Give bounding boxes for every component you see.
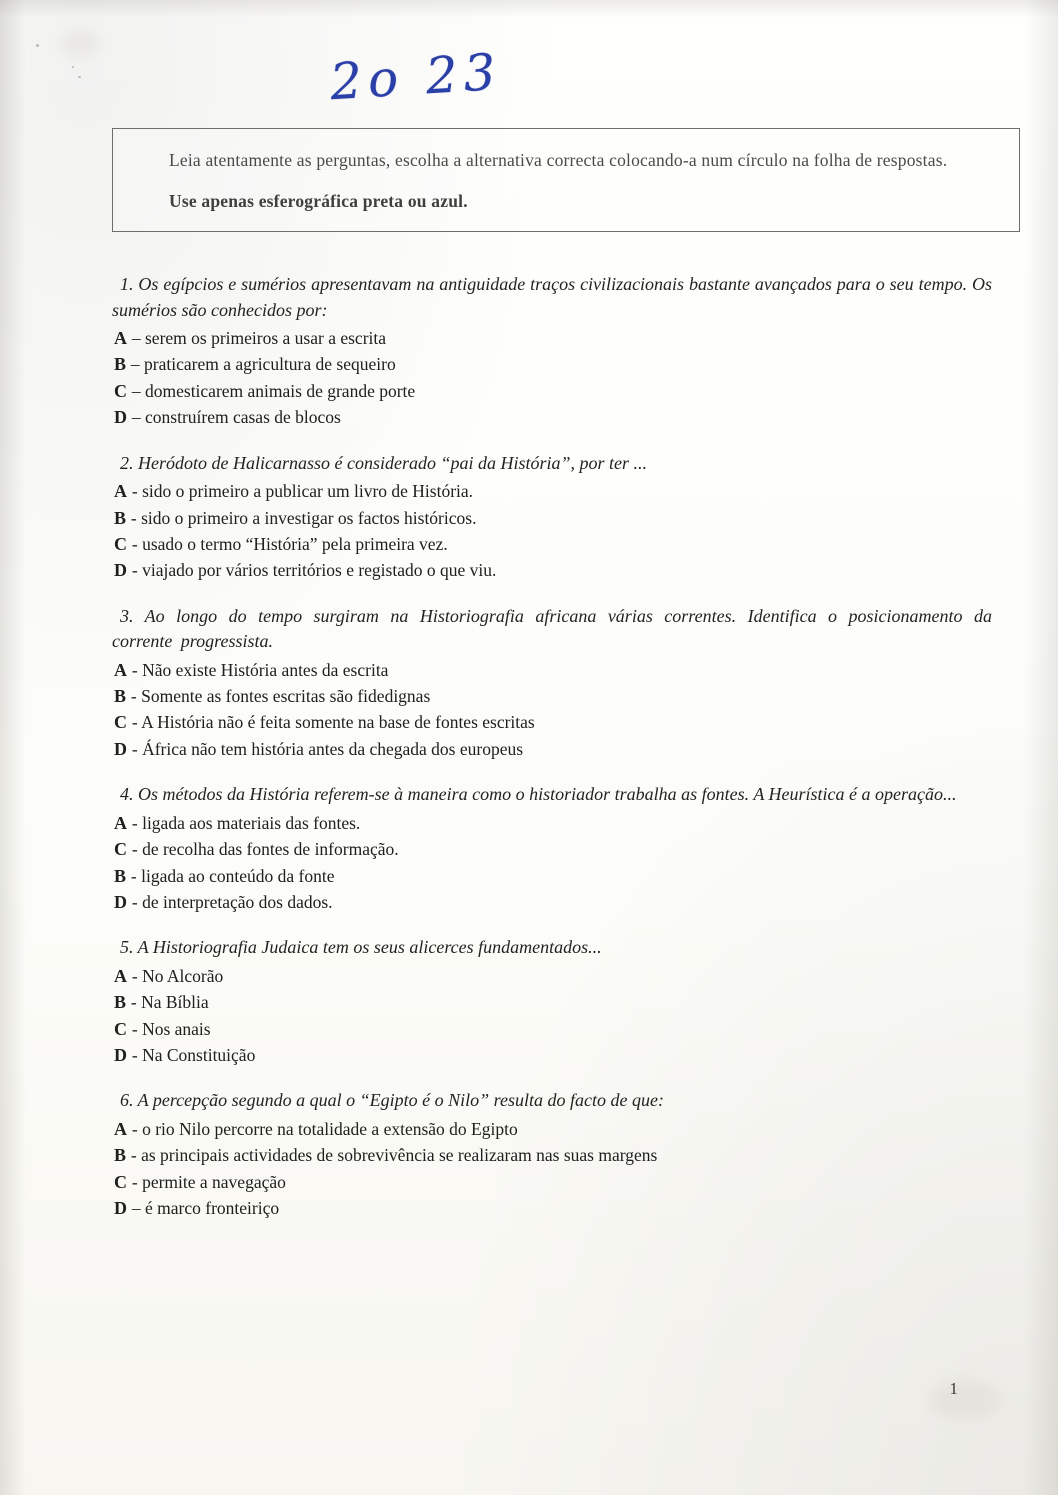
- option-letter: C: [114, 1018, 128, 1039]
- option-text: domesticarem animais de grande porte: [145, 380, 416, 401]
- option-letter: B: [114, 354, 127, 375]
- option-text: permite a navegação: [142, 1171, 286, 1192]
- option-letter: A: [114, 1118, 128, 1139]
- option-letter: B: [114, 686, 127, 707]
- option-separator: –: [131, 407, 141, 428]
- option-letter: B: [114, 865, 127, 886]
- scan-blotch: [930, 1380, 1000, 1420]
- option-letter: B: [114, 507, 127, 528]
- option-letter: C: [114, 533, 128, 554]
- scan-shadow-right: [1024, 0, 1058, 1495]
- option-letter: A: [114, 481, 128, 502]
- option-row[interactable]: [112, 1042, 992, 1068]
- instructions-box: [112, 128, 1020, 232]
- option-row[interactable]: [112, 963, 992, 989]
- question-stem: 3. Ao longo do tempo surgiram na Historiografia africana várias correntes. Identifica o posicionamento da corrente progressista.: [112, 605, 992, 652]
- option-separator: -: [130, 992, 137, 1013]
- question-stem: 6. A percepção segundo a qual o “Egipto é o Nilo” resulta do facto de que:: [120, 1090, 664, 1111]
- option-letter: D: [114, 1198, 128, 1218]
- option-text: Somente as fontes escritas são fidedignas: [141, 686, 431, 707]
- option-row[interactable]: [112, 889, 992, 915]
- option-letter: C: [114, 839, 128, 860]
- option-text: construírem casas de blocos: [145, 407, 341, 428]
- page-number: 1: [949, 1379, 958, 1398]
- question-stem: 5. A Historiografia Judaica tem os seus alicerces fundamentados...: [120, 937, 602, 958]
- option-letter: D: [114, 560, 128, 581]
- option-letter: D: [114, 738, 128, 759]
- option-text: No Alcorão: [142, 965, 224, 986]
- option-row[interactable]: [112, 1142, 992, 1168]
- option-letter: D: [114, 1044, 128, 1065]
- option-separator: -: [131, 712, 138, 733]
- option-text: de interpretação dos dados.: [142, 891, 333, 912]
- option-row[interactable]: [112, 989, 992, 1015]
- option-row[interactable]: [112, 1195, 992, 1221]
- option-row[interactable]: [112, 810, 992, 836]
- option-text: Na Bíblia: [141, 992, 209, 1013]
- option-letter: A: [114, 812, 128, 833]
- option-text: as principais actividades de sobrevivência se realizaram nas suas margens: [141, 1145, 658, 1166]
- option-separator: –: [131, 1198, 141, 1218]
- option-separator: -: [130, 686, 137, 707]
- question-block: [112, 451, 992, 584]
- option-row[interactable]: [112, 378, 992, 404]
- option-separator: –: [131, 328, 141, 349]
- option-row[interactable]: [112, 351, 992, 377]
- option-text: Não existe História antes da escrita: [142, 659, 389, 680]
- option-separator: –: [130, 354, 140, 375]
- option-letter: A: [114, 328, 128, 349]
- option-letter: B: [114, 992, 127, 1013]
- option-separator: -: [131, 965, 138, 986]
- option-separator: -: [131, 1044, 138, 1065]
- question-block: [112, 935, 992, 1068]
- option-text: África não tem história antes da chegada dos europeus: [142, 738, 524, 759]
- option-letter: A: [114, 659, 128, 680]
- option-row[interactable]: [112, 1169, 992, 1195]
- scan-shadow-top: [0, 0, 1058, 18]
- option-text: serem os primeiros a usar a escrita: [145, 328, 387, 349]
- option-separator: -: [130, 865, 137, 886]
- option-separator: -: [131, 560, 138, 581]
- option-separator: -: [131, 1171, 138, 1192]
- option-separator: -: [131, 659, 138, 680]
- instruction-line-2: Use apenas esferográfica preta ou azul.: [169, 191, 468, 212]
- option-separator: -: [131, 812, 138, 833]
- scan-speck: [78, 76, 81, 78]
- scan-blotch: [60, 30, 100, 56]
- option-text: Na Constituição: [142, 1044, 256, 1065]
- option-text: o rio Nilo percorre na totalidade a extensão do Egipto: [142, 1118, 518, 1139]
- handwritten-year: 2o 23: [328, 42, 504, 112]
- option-separator: -: [131, 481, 138, 502]
- question-stem: 4. Os métodos da História referem-se à maneira como o historiador trabalha as fontes. A Heurística é a operação...: [120, 784, 957, 805]
- instruction-line-1: Leia atentamente as perguntas, escolha a alternativa correcta colocando-a num círculo na folha de respostas.: [169, 150, 948, 170]
- option-separator: -: [131, 738, 138, 759]
- option-text: praticarem a agricultura de sequeiro: [144, 354, 396, 375]
- scan-speck: [36, 44, 39, 47]
- option-letter: C: [114, 1171, 128, 1192]
- option-row[interactable]: [112, 736, 992, 762]
- option-text: sido o primeiro a publicar um livro de História.: [142, 481, 474, 502]
- option-row[interactable]: [112, 657, 992, 683]
- option-row[interactable]: [112, 557, 992, 583]
- option-letter: A: [114, 965, 128, 986]
- option-text: usado o termo “História” pela primeira vez.: [142, 533, 448, 554]
- option-row[interactable]: [112, 505, 992, 531]
- option-separator: -: [131, 839, 138, 860]
- option-row[interactable]: [112, 709, 992, 735]
- option-letter: C: [114, 380, 128, 401]
- option-separator: -: [131, 533, 138, 554]
- option-row[interactable]: [112, 404, 992, 430]
- option-separator: -: [130, 1145, 137, 1166]
- option-text: ligada ao conteúdo da fonte: [141, 865, 335, 886]
- scan-speck: [72, 66, 74, 68]
- option-separator: -: [130, 507, 137, 528]
- option-letter: D: [114, 407, 128, 428]
- option-row[interactable]: [112, 1016, 992, 1042]
- question-block: [112, 272, 992, 431]
- option-text: ligada aos materiais das fontes.: [142, 812, 361, 833]
- option-row[interactable]: [112, 683, 992, 709]
- question-block: [112, 1088, 992, 1221]
- question-stem: 2. Heródoto de Halicarnasso é considerado “pai da História”, por ter ...: [120, 452, 648, 473]
- option-separator: -: [131, 1018, 138, 1039]
- option-row[interactable]: [112, 325, 992, 351]
- option-letter: C: [114, 712, 128, 733]
- question-stem: 1. Os egípcios e sumérios apresentavam na antiguidade traços civilizacionais bastante avançados para o seu tempo. Os sumérios são conhecidos por:: [112, 274, 992, 320]
- option-text: viajado por vários territórios e registado o que viu.: [142, 560, 497, 581]
- option-text: Nos anais: [142, 1018, 211, 1039]
- option-row[interactable]: [112, 531, 992, 557]
- option-separator: –: [131, 380, 141, 401]
- option-text: de recolha das fontes de informação.: [142, 839, 399, 860]
- option-row[interactable]: [112, 836, 992, 862]
- option-row[interactable]: [112, 863, 992, 889]
- option-text: A História não é feita somente na base de fontes escritas: [141, 712, 535, 733]
- option-row[interactable]: [112, 478, 992, 504]
- option-letter: D: [114, 891, 128, 912]
- question-block: [112, 604, 992, 763]
- question-block: [112, 782, 992, 915]
- option-text: é marco fronteiriço: [145, 1198, 280, 1218]
- option-separator: -: [131, 891, 138, 912]
- option-letter: B: [114, 1145, 127, 1166]
- option-row[interactable]: [112, 1116, 992, 1142]
- option-text: sido o primeiro a investigar os factos históricos.: [141, 507, 477, 528]
- option-separator: -: [131, 1118, 138, 1139]
- questions-container: [112, 272, 992, 1241]
- scan-shadow-left: [0, 0, 26, 1495]
